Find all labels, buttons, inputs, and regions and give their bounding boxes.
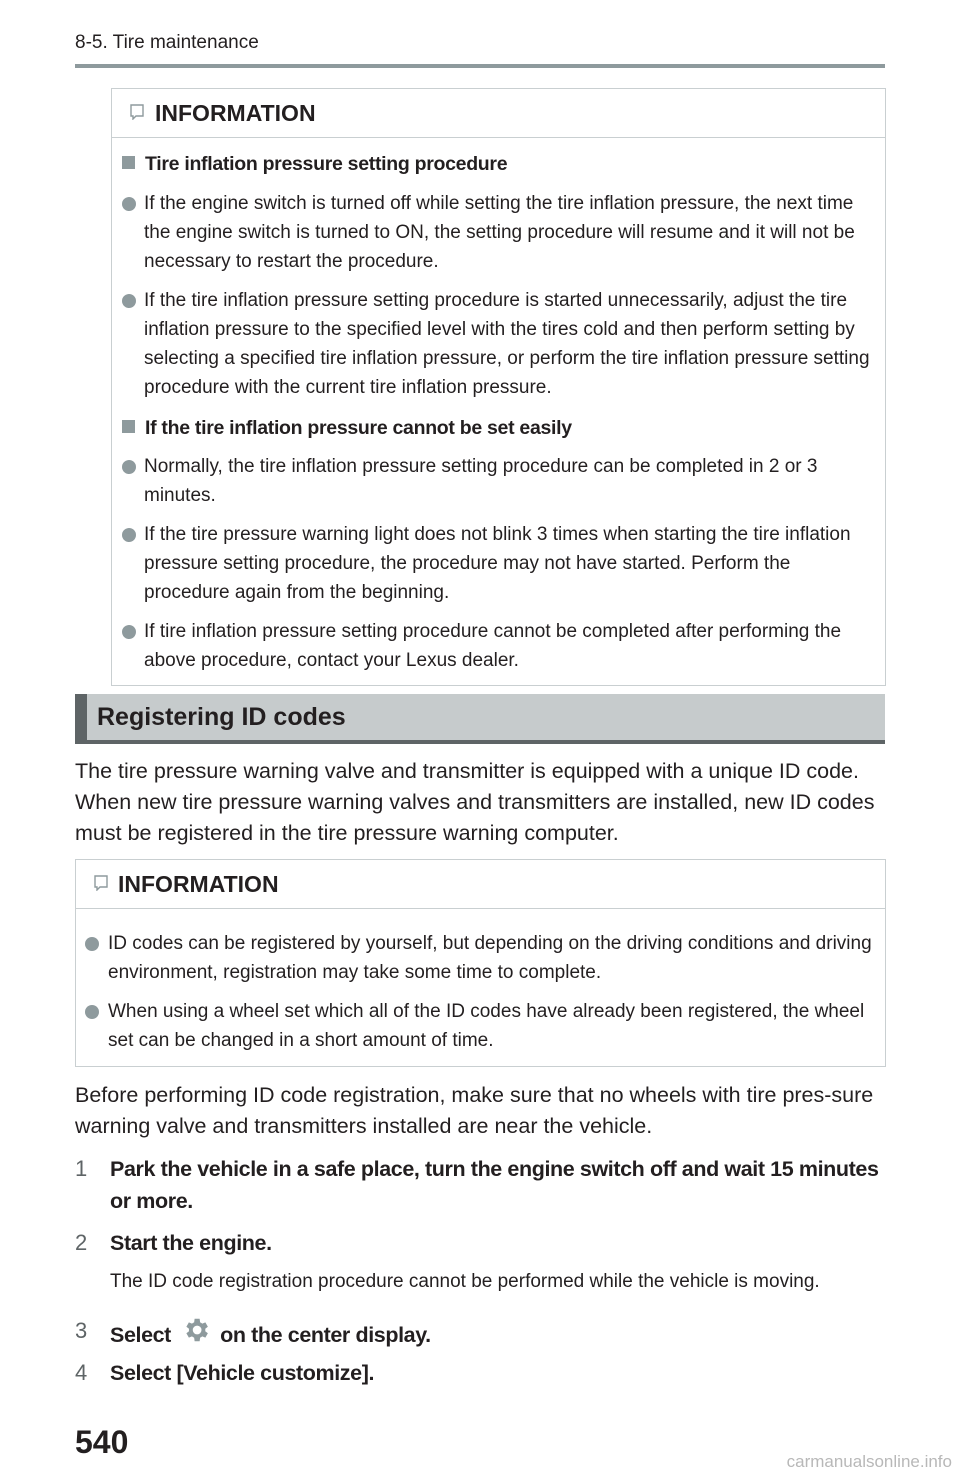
info1-bullet-1: If the engine switch is turned off while setting the tire inflation pressure, the next time the engine switch is turned to ON, the setting procedure will resume and it will not be necessary to restart the procedure. xyxy=(144,193,855,272)
bullet-dot-icon xyxy=(122,294,136,308)
info1-bullet-5: If tire inflation pressure setting procedure cannot be completed after performing the above procedure, contact your Lexus dealer. xyxy=(144,621,842,671)
bullet-dot-icon xyxy=(122,528,136,542)
info1-bullet-3: Normally, the tire inflation pressure setting procedure can be completed in 2 or 3 minutes. xyxy=(144,456,818,506)
subheading-text: Tire inflation pressure setting procedure xyxy=(145,153,508,175)
square-bullet-icon xyxy=(122,156,135,169)
step-3-post: on the center display. xyxy=(220,1323,431,1347)
section-title: Registering ID codes xyxy=(97,703,346,731)
square-bullet-icon xyxy=(122,420,135,433)
step-number: 3 xyxy=(75,1318,88,1343)
bullet-dot-icon xyxy=(122,460,136,474)
step-number: 4 xyxy=(75,1360,88,1385)
information-icon xyxy=(94,875,108,891)
section-heading-bar xyxy=(75,694,885,744)
before-paragraph: Before performing ID code registration, make sure that no wheels with tire pres-sure warning valve and transmitters installed are near the vehicle. xyxy=(75,1083,874,1138)
step-2-note: The ID code registration procedure cannot be performed while the vehicle is moving. xyxy=(110,1271,820,1292)
step-2-text: Start the engine. xyxy=(110,1231,272,1255)
information-title: INFORMATION xyxy=(118,871,279,897)
page-number: 540 xyxy=(75,1424,129,1460)
info1-bullet-2: If the tire inflation pressure setting procedure is started unnecessarily, adjust the tire inflation pressure to the specified level with the tires cold and then perform setting by selecting a specified tire inflation pressure, or perform the tire inflation pressure setting procedure with the current tire inflation pressure. xyxy=(144,290,870,398)
step-3-text xyxy=(110,1315,885,1351)
information-header xyxy=(76,860,885,909)
intro-paragraph: The tire pressure warning valve and transmitter is equipped with a unique ID code. When new tire pressure warning valves and transmitters are installed, new ID codes must be registered in the tire pressure warning computer. xyxy=(75,759,875,845)
bullet-dot-icon xyxy=(122,197,136,211)
step-3-pre: Select xyxy=(110,1323,171,1347)
bullet-dot-icon xyxy=(122,625,136,639)
subheading-setting-procedure xyxy=(122,151,507,177)
information-title: INFORMATION xyxy=(155,100,316,126)
section-accent xyxy=(75,694,87,744)
step-4-text: Select [Vehicle customize]. xyxy=(110,1361,375,1385)
gear-icon xyxy=(181,1315,211,1345)
step-number: 1 xyxy=(75,1156,88,1181)
information-header xyxy=(112,89,885,138)
info1-bullet-4: If the tire pressure warning light does not blink 3 times when starting the tire inflation pressure setting procedure, the procedure may not have started. Perform the procedure again from the beginning. xyxy=(144,524,851,603)
step-number: 2 xyxy=(75,1230,88,1255)
step-1-text: Park the vehicle in a safe place, turn the engine switch off and wait 15 minutes or more. xyxy=(110,1157,879,1213)
bullet-dot-icon xyxy=(85,1005,99,1019)
info2-bullet-2: When using a wheel set which all of the ID codes have already been registered, the wheel set can be changed in a short amount of time. xyxy=(108,1001,865,1051)
subheading-text: If the tire inflation pressure cannot be set easily xyxy=(145,417,572,439)
section-header: 8-5. Tire maintenance xyxy=(75,32,259,53)
header-rule xyxy=(75,64,885,68)
subheading-cannot-set xyxy=(122,415,572,441)
watermark: carmanualsonline.info xyxy=(786,1452,952,1471)
information-icon xyxy=(130,104,144,120)
bullet-dot-icon xyxy=(85,937,99,951)
info2-bullet-1: ID codes can be registered by yourself, but depending on the driving conditions and driving environment, registration may take some time to complete. xyxy=(108,933,872,983)
